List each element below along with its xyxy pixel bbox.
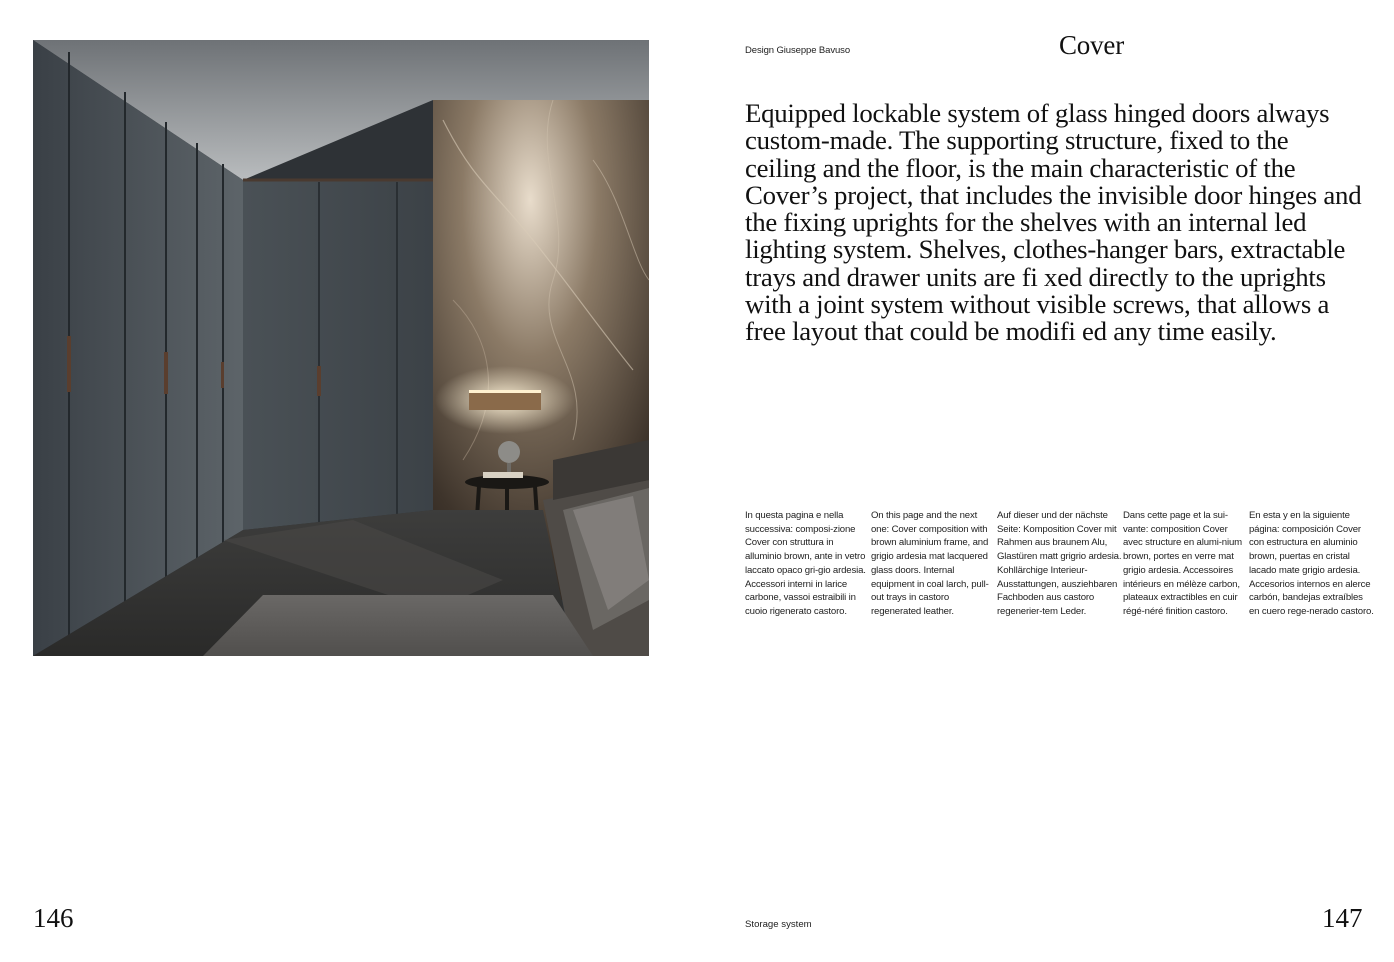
page-number-right: 147 (1322, 903, 1363, 933)
caption-english: On this page and the next one: Cover composition with brown aluminium frame, and grigio ardesia mat lacquered glass doors. Internal equipment in coal larch, pull-out trays in castoro regenerated leather. (871, 510, 989, 617)
page-number-left: 146 (33, 903, 74, 933)
caption-spanish: En esta y en la siguiente página: composición Cover con estructura en aluminio brown, puertas en cristal lacado mate grigio ardesia. Accesorios internos en alerce carbón, bandejas extraíbles en cuero rege-nerado castoro. (1249, 510, 1374, 617)
caption-columns (745, 509, 1375, 619)
caption-french: Dans cette page et la sui-vante: composition Cover avec structure en alumi-nium brown, portes en verre mat grigio ardesia. Accessoires intérieurs en mélèze carbon, plateaux extractibles en cuir régé-néré finition castoro. (1123, 510, 1242, 617)
product-description: Equipped lockable system of glass hinged doors always custom-made. The supporting structure, fixed to the ceiling and the floor, is the main characteristic of the Cover’s project, that includes the invisible door hinges and the fixing uprights for the shelves with an internal led lighting system. Shelves, clothes-hanger bars, extractable trays and drawer units are fi xed directly to the uprights with a joint system without visible screws, that allows a free layout that could be modifi ed any time easily. (745, 98, 1362, 347)
section-name: Storage system (745, 919, 812, 930)
designer-credit: Design Giuseppe Bavuso (745, 45, 851, 56)
caption-german: Auf dieser und der nächste Seite: Komposition Cover mit Rahmen aus braunem Alu, Glastüren matt grigrio ardesia. Kohllärchige Interieur-Ausstattungen, ausziehbaren Fachboden aus castoro regenerier-tem Leder. (997, 510, 1122, 617)
caption-italian: In questa pagina e nella successiva: composi-zione Cover con struttura in alluminio brown, ante in vetro laccato opaco gri-gio ardesia. Accessori interni in larice carbone, vassoi estraibili in cuoio rigenerato castoro. (745, 510, 866, 617)
product-photo (33, 40, 649, 656)
page-title: Cover (1059, 30, 1124, 60)
bedroom-wardrobe-illustration (33, 40, 649, 656)
